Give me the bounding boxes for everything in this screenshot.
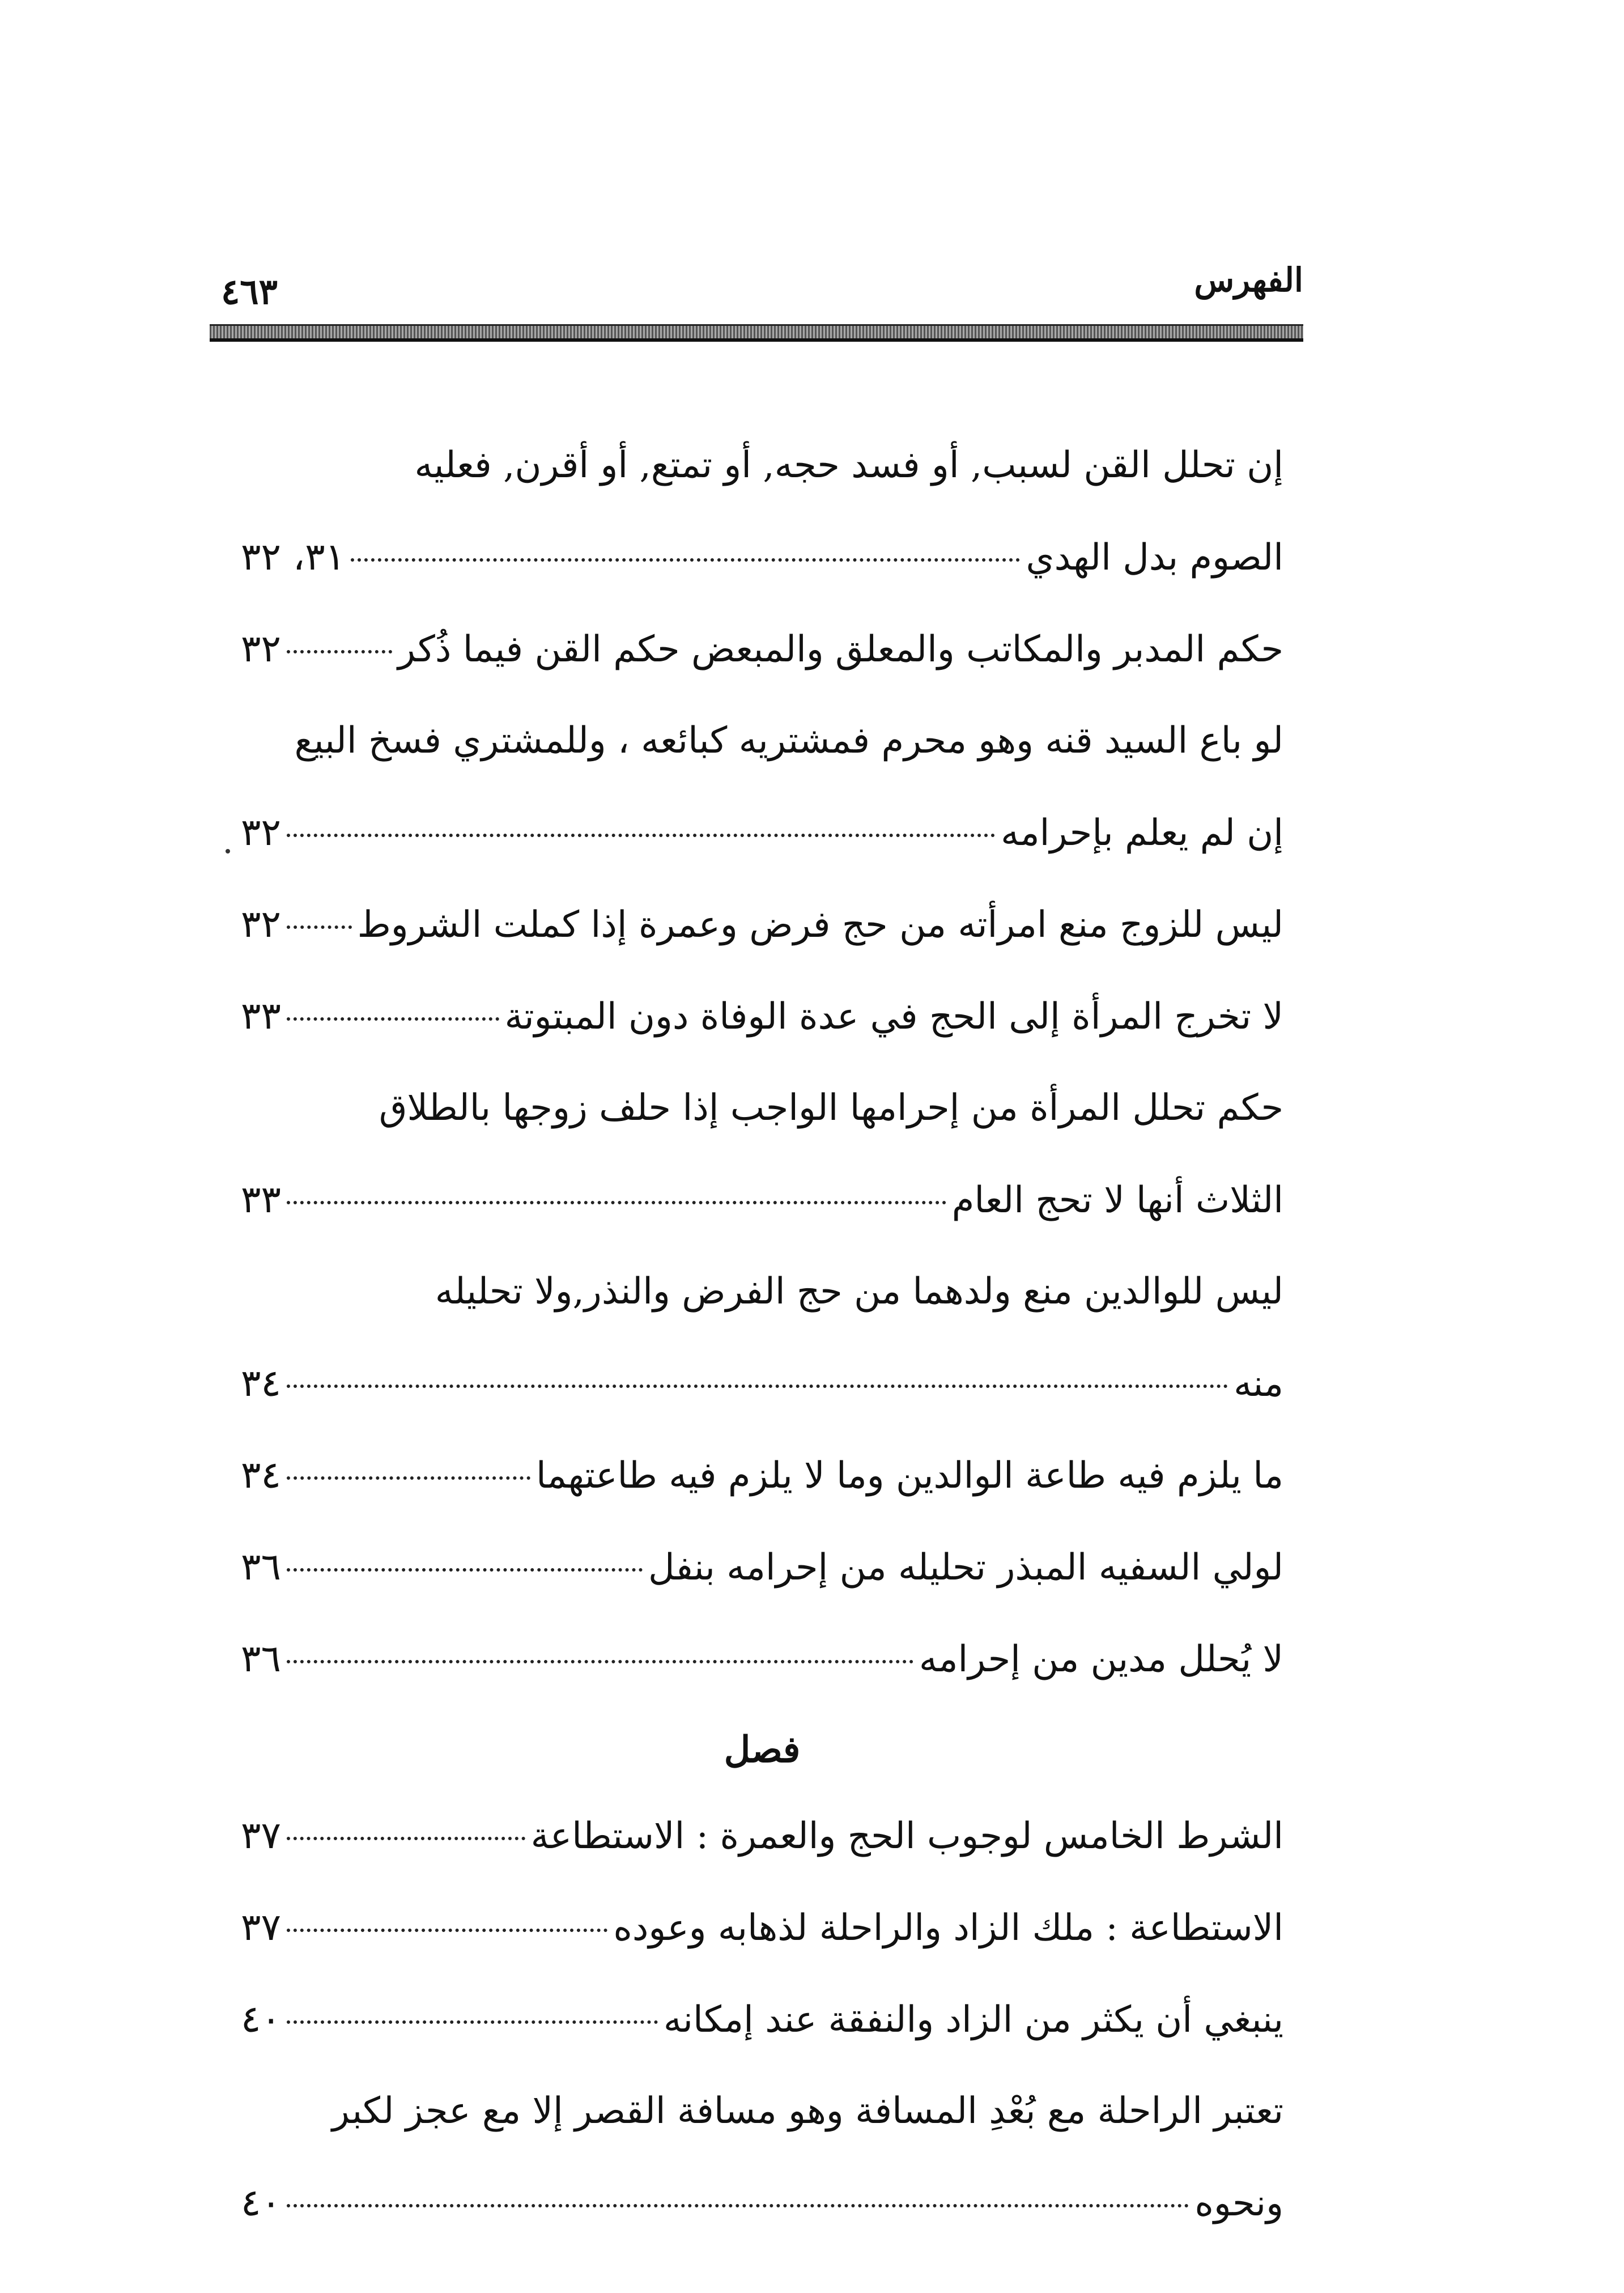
entry-text: إن لم يعلم بإحرامه <box>1001 812 1283 854</box>
index-entry <box>241 2157 1283 2249</box>
entry-text: ما يلزم فيه طاعة الوالدين وما لا يلزم فيه طاعتهما <box>536 1455 1283 1497</box>
index-entry <box>241 787 1283 878</box>
index-entry <box>241 2065 1283 2157</box>
entry-list-after <box>241 1790 1283 2249</box>
index-entry <box>241 1429 1283 1521</box>
dot-leader <box>287 1017 499 1021</box>
index-entry <box>241 1882 1283 1973</box>
dot-leader <box>287 1929 607 1932</box>
index-entry <box>241 511 1283 603</box>
index-entry <box>241 603 1283 695</box>
dot-leader <box>287 1201 946 1204</box>
entry-text: لا يُحلل مدين من إحرامه <box>919 1638 1283 1680</box>
running-title: الفهرس <box>1194 261 1303 299</box>
index-entry <box>241 1521 1283 1613</box>
entry-page-number: ٤٠ <box>241 1997 281 2041</box>
entry-text: الثلاث أنها لا تحج العام <box>951 1179 1283 1221</box>
entry-page-number: ٤٠ <box>241 2181 281 2224</box>
index-entry <box>241 419 1283 511</box>
entry-page-number: ٣٦ <box>241 1637 281 1680</box>
dot-leader <box>287 2204 1189 2207</box>
entry-text: منه <box>1234 1363 1283 1405</box>
entry-text: ليس للزوج منع امرأته من حج فرض وعمرة إذا كملت الشروط <box>357 904 1283 946</box>
index-entry <box>241 1246 1283 1337</box>
index-entry <box>241 1337 1283 1429</box>
index-entry <box>241 1790 1283 1882</box>
entry-text: الشرط الخامس لوجوب الحج والعمرة : الاستطاعة <box>530 1815 1283 1857</box>
index-entries <box>241 419 1283 2249</box>
entry-page-number: ٣٣ <box>241 994 281 1038</box>
entry-text: حكم المدبر والمكاتب والمعلق والمبعض حكم القن فيما ذُكر <box>398 629 1283 670</box>
entry-page-number: ٣٧ <box>241 1905 281 1949</box>
index-entry <box>241 695 1283 787</box>
page-header <box>210 249 1303 340</box>
dot-leader <box>287 1568 643 1572</box>
entry-text: حكم تحلل المرأة من إحرامها الواجب إذا حلف زوجها بالطلاق <box>379 1087 1283 1129</box>
index-entry <box>241 1613 1283 1705</box>
index-entry <box>241 878 1283 970</box>
section-heading: فصل <box>724 1729 801 1771</box>
dot-leader <box>287 1476 530 1480</box>
index-entry <box>241 1973 1283 2065</box>
index-entry <box>241 1154 1283 1246</box>
entry-text: ونحوه <box>1194 2182 1283 2224</box>
entry-page-number: ٣٦ <box>241 1545 281 1589</box>
entry-page-number: ٣٢ <box>241 902 281 946</box>
page-number: ٤٦٣ <box>221 271 278 312</box>
entry-text: إن تحلل القن لسبب, أو فسد حجه, أو تمتع, أو أقرن, فعليه <box>414 444 1283 486</box>
entry-text: ينبغي أن يكثر من الزاد والنفقة عند إمكانه <box>663 1999 1283 2041</box>
entry-text: الاستطاعة : ملك الزاد والراحلة لذهابه وعوده <box>613 1907 1283 1949</box>
entry-text: لو باع السيد قنه وهو محرم فمشتريه كبائعه ، وللمشتري فسخ البيع <box>294 720 1283 762</box>
entry-page-number: ٣٢ <box>241 810 281 854</box>
entry-page-number: ٣٤ <box>241 1453 281 1497</box>
entry-text: الصوم بدل الهدي <box>1026 537 1283 579</box>
entry-text: تعتبر الراحلة مع بُعْدِ المسافة وهو مسافة القصر إلا مع عجز لكبر <box>331 2090 1283 2132</box>
dot-leader <box>351 558 1020 562</box>
header-rule <box>210 324 1303 342</box>
dot-leader <box>287 834 995 837</box>
dot-leader <box>287 1385 1228 1388</box>
dot-leader <box>287 650 392 653</box>
entry-page-number: ٣١، ٣٢ <box>241 535 346 579</box>
dot-leader <box>287 1837 525 1840</box>
dot-leader <box>287 2020 658 2024</box>
entry-page-number: ٣٧ <box>241 1814 281 1857</box>
entry-text: لا تخرج المرأة إلى الحج في عدة الوفاة دون المبتوتة <box>504 996 1283 1038</box>
index-entry <box>241 1062 1283 1154</box>
entry-page-number: ٣٢ <box>241 627 281 670</box>
dot-leader <box>287 925 352 929</box>
entry-page-number: ٣٣ <box>241 1178 281 1221</box>
dot-leader <box>287 1660 913 1663</box>
margin-speck <box>226 849 230 853</box>
entry-list-before <box>241 419 1283 1705</box>
index-entry <box>241 970 1283 1062</box>
entry-text: ليس للوالدين منع ولدهما من حج الفرض والنذر,ولا تحليله <box>435 1271 1283 1313</box>
entry-text: لولي السفيه المبذر تحليله من إحرامه بنفل <box>648 1547 1283 1589</box>
entry-page-number: ٣٤ <box>241 1361 281 1405</box>
